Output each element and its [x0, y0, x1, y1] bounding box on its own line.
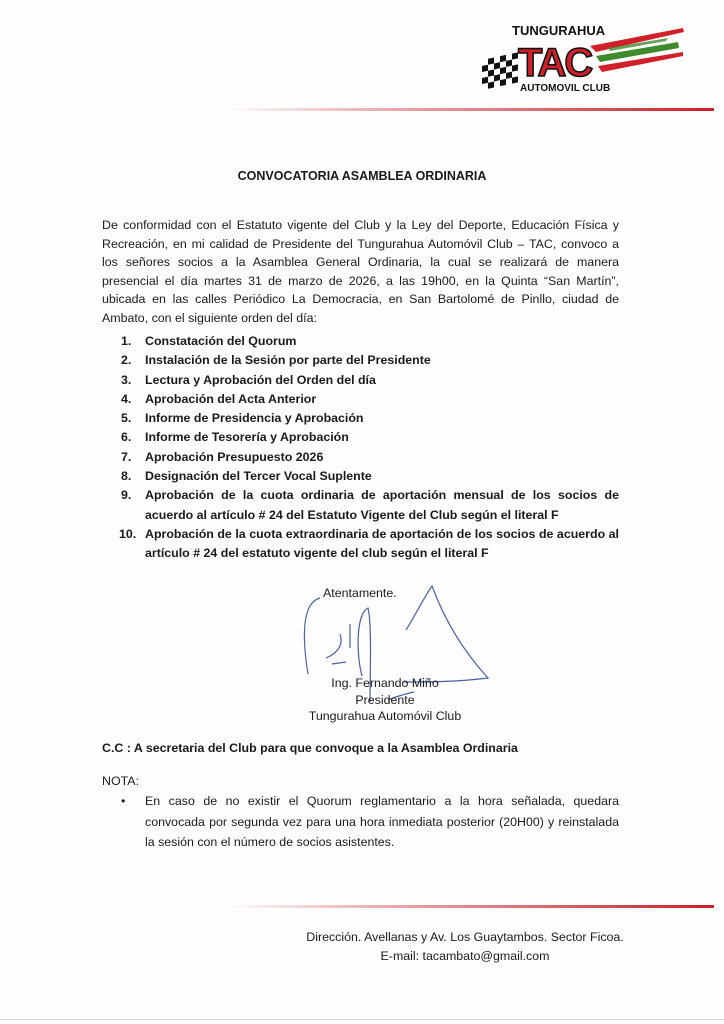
- cc-line: C.C : A secretaria del Club para que convoque a la Asamblea Ordinaria: [102, 741, 518, 755]
- agenda-item: 8. Designación del Tercer Vocal Suplente: [121, 469, 372, 484]
- nota-item: • En caso de no existir el Quorum reglamentario a la hora señalada, quedara convocada por segunda vez para una hora inmediata posterior (20H00) y reinstalada la sesión con el número de socios asistentes.: [121, 791, 619, 853]
- tac-logo: [478, 18, 688, 98]
- svg-text:TUNGURAHUA: TUNGURAHUA: [512, 23, 606, 38]
- agenda-list: [121, 332, 619, 564]
- agenda-item: 3. Lectura y Aprobación del Orden del día: [121, 372, 376, 387]
- checkered-flag-logo-icon: [478, 18, 688, 98]
- agenda-item: 6. Informe de Tesorería y Aprobación: [121, 430, 349, 445]
- nota-list: [121, 791, 619, 853]
- signer-role: Presidente: [355, 692, 415, 707]
- agenda-item: 2. Instalación de la Sesión por parte del Presidente: [121, 353, 431, 368]
- agenda-item: 7. Aprobación Presupuesto 2026: [121, 449, 324, 464]
- footer-address: Dirección. Avellanas y Av. Los Guaytambos. Sector Ficoa.: [306, 930, 624, 944]
- agenda-item: 1. Constatación del Quorum: [121, 334, 297, 348]
- footer-contact: [290, 928, 640, 966]
- agenda-item: 4. Aprobación del Acta Anterior: [121, 391, 317, 406]
- signer-name: Ing. Fernando Miño: [331, 676, 439, 690]
- svg-text:AUTOMOVIL CLUB: AUTOMOVIL CLUB: [520, 83, 611, 94]
- header-divider: [226, 108, 714, 111]
- closing-salutation: Atentamente.: [323, 586, 397, 600]
- signer-info: [270, 675, 500, 725]
- agenda-item: 5. Informe de Presidencia y Aprobación: [121, 411, 364, 426]
- intro-paragraph: De conformidad con el Estatuto vigente del Club y la Ley del Deporte, Educación Física y Recreación, en mi calidad de Presidente del Tungurahua Automóvil Club – TAC, convoco a los señores socios a la Asamblea General Ordinaria, la cual se realizará de manera presencial el día martes 31 de marzo de 2026, a las 19h00, en la Quinta “San Martín”, ubicada en las calles Periódico La Democracia, en San Bartolomé de Pinllo, ciudad de Ambato, con el siguiente orden del día:: [102, 218, 619, 325]
- svg-text:TAC: TAC: [518, 41, 592, 85]
- bullet-icon: •: [121, 794, 126, 808]
- agenda-item: 10. Aprobación de la cuota extraordinaria de aportación de los socios de acuerdo al artículo # 24 del estatuto vigente del club según el literal F: [119, 526, 619, 561]
- signer-organization: Tungurahua Automóvil Club: [308, 709, 462, 724]
- document-title: CONVOCATORIA ASAMBLEA ORDINARIA: [237, 169, 487, 183]
- footer-email: E-mail: tacambato@gmail.com: [380, 949, 550, 963]
- nota-label: NOTA:: [102, 774, 139, 788]
- page-edge-line: [0, 1019, 724, 1020]
- agenda-item: 9. Aprobación de la cuota ordinaria de aportación mensual de los socios de acuerdo al artículo # 24 del Estatuto Vigente del Club según el literal F: [121, 488, 619, 522]
- footer-divider: [226, 905, 714, 908]
